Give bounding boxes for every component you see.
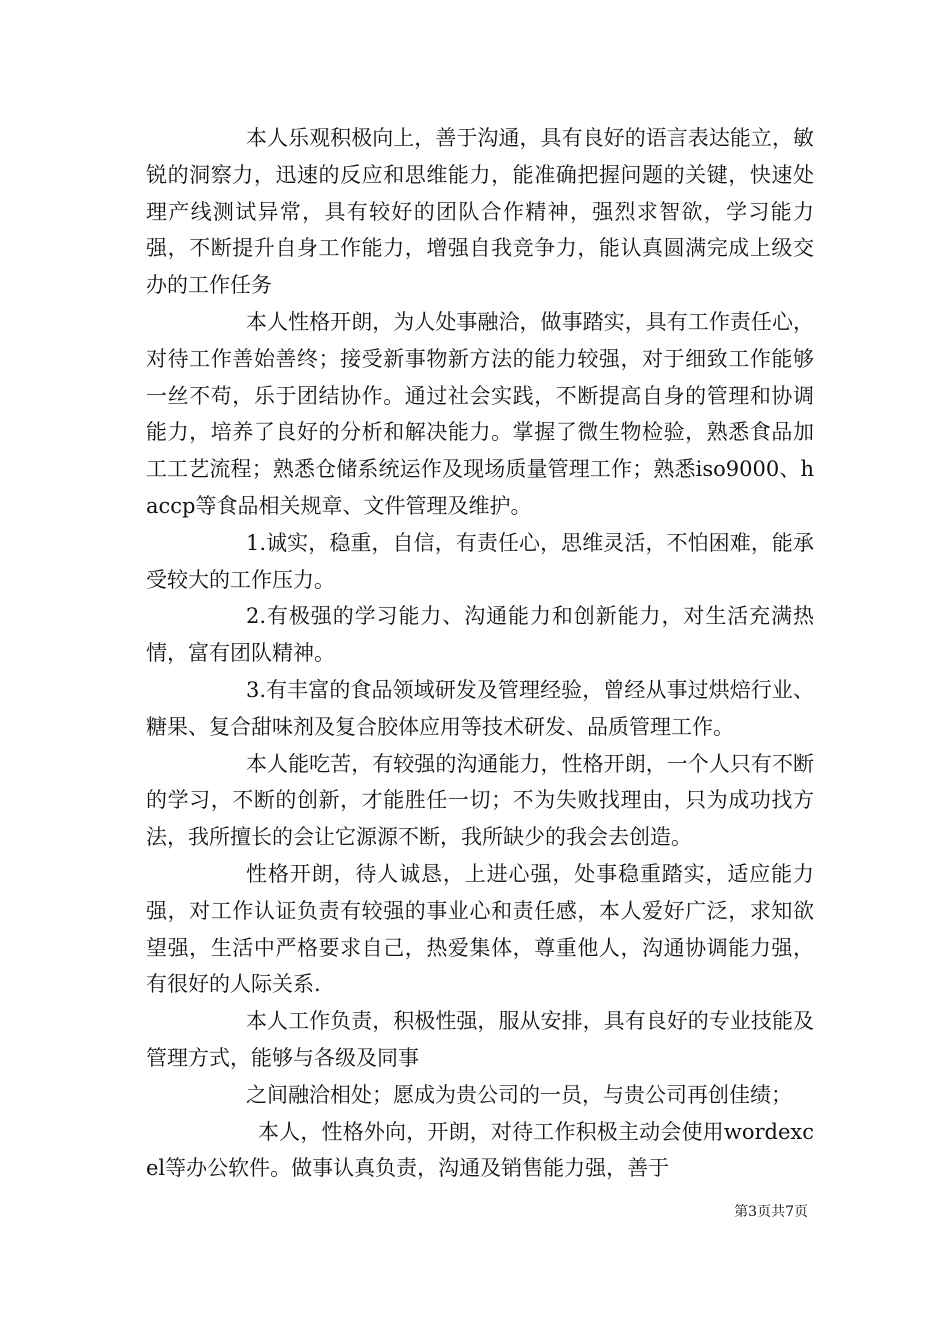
document-body [146, 120, 814, 1187]
paragraph-3: 1.诚实，稳重，自信，有责任心，思维灵活，不怕困难，能承受较大的工作压力。 [146, 530, 814, 592]
page-number: 第3页共7页 [734, 1204, 808, 1220]
paragraph-1: 本人乐观积极向上，善于沟通，具有良好的语言表达能立，敏锐的洞察力，迅速的反应和思维能力，能准确把握问题的关键，快速处理产线测试异常，具有较好的团队合作精神，强烈求智欲，学习能力强，不断提升自身工作能力，增强自我竞争力，能认真圆满完成上级交办的工作任务 [146, 126, 814, 298]
paragraph-8: 本人工作负责，积极性强，服从安排，具有良好的专业技能及管理方式，能够与各级及同事 [146, 1009, 814, 1070]
paragraph-9: 之间融洽相处；愿成为贵公司的一员，与贵公司再创佳绩； [246, 1082, 792, 1107]
paragraph-6: 本人能吃苦，有较强的沟通能力，性格开朗，一个人只有不断的学习，不断的创新，才能胜任一切；不为失败找理由，只为成功找方法，我所擅长的会让它源源不断，我所缺少的我会去创造。 [146, 751, 814, 850]
paragraph-2: 本人性格开朗，为人处事融洽，做事踏实，具有工作责任心，对待工作善始善终；接受新事物新方法的能力较强，对于细致工作能够一丝不苟，乐于团结协作。通过社会实践，不断提高自身的管理和协调能力，培养了良好的分析和解决能力。掌握了微生物检验，熟悉食品加工工艺流程；熟悉仓储系统运作及现场质量管理工作；熟悉iso9000、haccp等食品相关规章、文件管理及维护。 [146, 309, 814, 518]
paragraph-5: 3.有丰富的食品领域研发及管理经验，曾经从事过烘焙行业、糖果、复合甜味剂及复合胶体应用等技术研发、品质管理工作。 [146, 677, 814, 739]
paragraph-10: 本人，性格外向，开朗，对待工作积极主动会使用wordexcel等办公软件。做事认真负责，沟通及销售能力强，善于 [146, 1119, 814, 1181]
paragraph-4: 2.有极强的学习能力、沟通能力和创新能力，对生活充满热情，富有团队精神。 [146, 604, 814, 666]
paragraph-7: 性格开朗，待人诚恳，上进心强，处事稳重踏实，适应能力强，对工作认证负责有较强的事业心和责任感，本人爱好广泛，求知欲望强，生活中严格要求自己，热爱集体，尊重他人，沟通协调能力强，有很好的人际关系. [146, 861, 814, 997]
